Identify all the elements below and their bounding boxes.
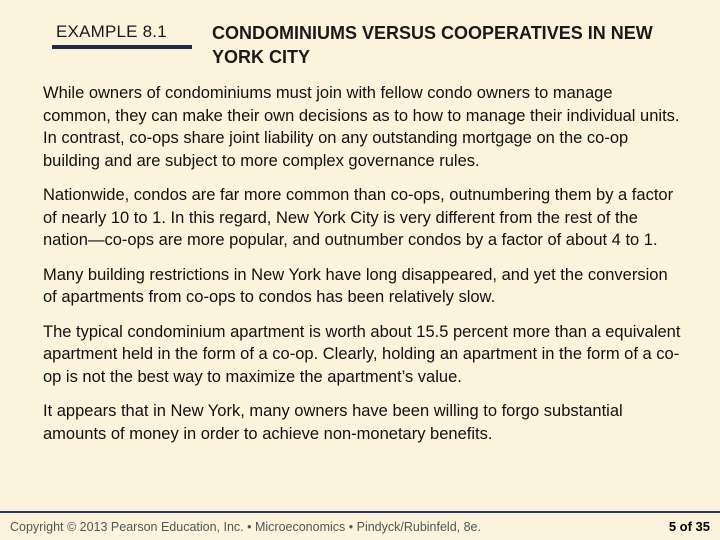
slide-title: CONDOMINIUMS VERSUS COOPERATIVES IN NEW YORK CITY xyxy=(212,23,653,67)
example-label: EXAMPLE 8.1 xyxy=(56,22,167,41)
body-text xyxy=(43,82,683,457)
paragraph-condo-vs-coop-ownership: While owners of condominiums must join with fellow condo owners to manage common, they can make their own decisions as to how to manage their individual units. In contrast, co-ops share joint liability on any outstanding mortgage on the co-op building and are subject to more complex governance rules. xyxy=(43,84,680,170)
example-underline xyxy=(52,45,192,49)
paragraph-non-monetary-benefits: It appears that in New York, many owners have been willing to forgo substantial amounts of money in order to achieve non-monetary benefits. xyxy=(43,402,623,443)
footer-copyright: Copyright © 2013 Pearson Education, Inc. • Microeconomics • Pindyck/Rubinfeld, 8e. xyxy=(10,520,481,534)
footer-divider xyxy=(0,511,720,513)
paragraph-nationwide-comparison: Nationwide, condos are far more common than co-ops, outnumbering them by a factor of nearly 10 to 1. In this regard, New York City is very different from the rest of the nation—co-ops are more popular, and outnumber condos by a factor of about 4 to 1. xyxy=(43,186,674,249)
paragraph-building-restrictions: Many building restrictions in New York have long disappeared, and yet the conversion of apartments from co-ops to condos has been relatively slow. xyxy=(43,265,668,306)
paragraph-value-premium: The typical condominium apartment is worth about 15.5 percent more than a equivalent apartment held in the form of a co-op. Clearly, holding an apartment in the form of a co-op is not the best way to maximize the apartment’s value. xyxy=(43,322,681,386)
page-number: 5 of 35 xyxy=(668,519,710,534)
